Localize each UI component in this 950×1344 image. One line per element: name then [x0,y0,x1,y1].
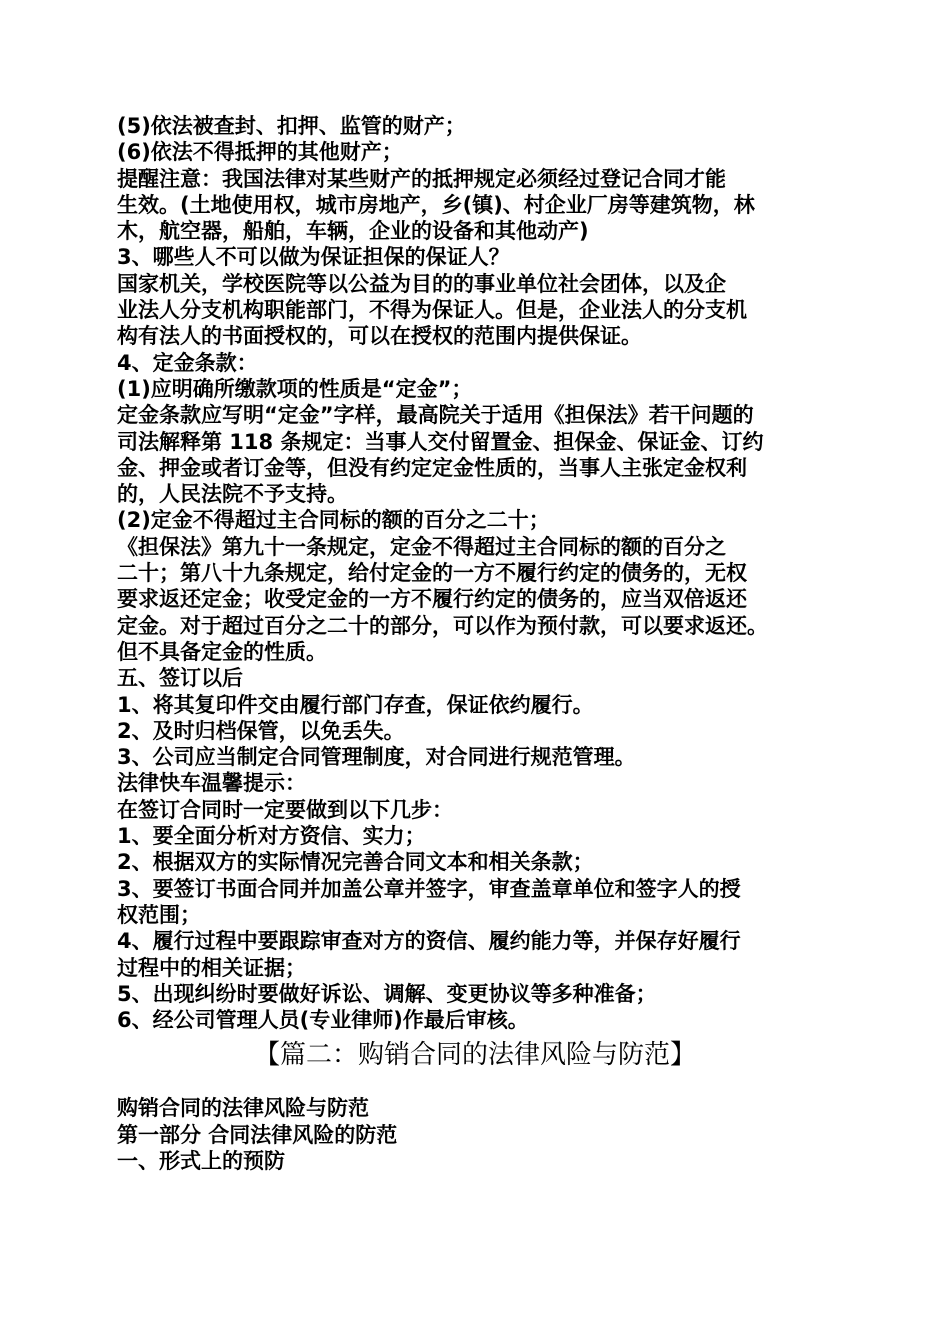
text-line: 五、签订以后 [117,666,243,691]
text-line: 5、出现纠纷时要做好诉讼、调解、变更协议等多种准备； [117,981,657,1006]
text-line: 司法解释第 118 条规定：当事人交付留置金、担保金、保证金、订约 [117,429,764,454]
text-line: 购销合同的法律风险与防范 [117,1096,369,1121]
text-line: 木，航空器，船舶，车辆，企业的设备和其他动产) [117,219,589,244]
text-line: 过程中的相关证据； [117,955,306,980]
text-line: 6、经公司管理人员(专业律师)作最后审核。 [117,1008,529,1033]
text-line: 3、要签订书面合同并加盖公章并签字，审查盖章单位和签字人的授 [117,876,741,901]
text-line: 金、押金或者订金等，但没有约定定金性质的，当事人主张定金权利 [117,455,747,480]
text-line: 一、形式上的预防 [117,1148,285,1173]
text-line: 但不具备定金的性质。 [117,639,327,664]
text-line: 构有法人的书面授权的，可以在授权的范围内提供保证。 [117,324,642,349]
text-line: 4、履行过程中要跟踪审查对方的资信、履约能力等，并保存好履行 [117,929,741,954]
text-line: 3、哪些人不可以做为保证担保的保证人？ [117,245,510,270]
text-line: 提醒注意：我国法律对某些财产的抵押规定必须经过登记合同才能 [117,166,726,191]
text-line: 的，人民法院不予支持。 [117,482,348,507]
spacer [117,1075,862,1095]
text-block-upper [117,113,862,1033]
text-line: 1、要全面分析对方资信、实力； [117,824,426,849]
text-line: 3、公司应当制定合同管理制度，对合同进行规范管理。 [117,745,636,770]
text-line: (1)应明确所缴款项的性质是“定金”； [117,376,473,401]
text-line: (2)定金不得超过主合同标的额的百分之二十； [117,508,550,533]
text-line: 定金。对于超过百分之二十的部分，可以作为预付款，可以要求返还。 [117,613,768,638]
text-line: 国家机关，学校医院等以公益为目的的事业单位社会团体，以及企 [117,271,726,296]
text-line: 要求返还定金；收受定金的一方不履行约定的债务的，应当双倍返还 [117,587,747,612]
text-line: (5)依法被查封、扣押、监管的财产； [117,114,466,138]
text-line: 权范围； [117,902,201,927]
text-line: 2、根据双方的实际情况完善合同文本和相关条款； [117,850,594,875]
text-line: 业法人分支机构职能部门，不得为保证人。但是，企业法人的分支机 [117,298,747,323]
text-block-lower [117,1095,862,1174]
text-line: 二十；第八十九条规定，给付定金的一方不履行约定的债务的，无权 [117,561,747,586]
text-line: 1、将其复印件交由履行部门存查，保证依约履行。 [117,692,594,717]
text-line: 4、定金条款： [117,350,258,375]
text-line: 定金条款应写明“定金”字样，最高院关于适用《担保法》若干问题的 [117,403,754,428]
text-line: 2、及时归档保管，以免丢失。 [117,718,405,743]
text-line: 法律快车温馨提示： [117,771,306,796]
text-line: 《担保法》第九十一条规定，定金不得超过主合同标的额的百分之 [117,534,726,559]
text-line: 生效。(土地使用权，城市房地产，乡(镇)、村企业厂房等建筑物，林 [117,192,755,217]
section-title: 【篇二：购销合同的法律风险与防范】 [253,1040,696,1071]
text-line: (6)依法不得抵押的其他财产； [117,140,403,165]
text-line: 在签订合同时一定要做到以下几步： [117,797,453,822]
text-line: 第一部分 合同法律风险的防范 [117,1122,398,1147]
document-body [117,113,862,1174]
